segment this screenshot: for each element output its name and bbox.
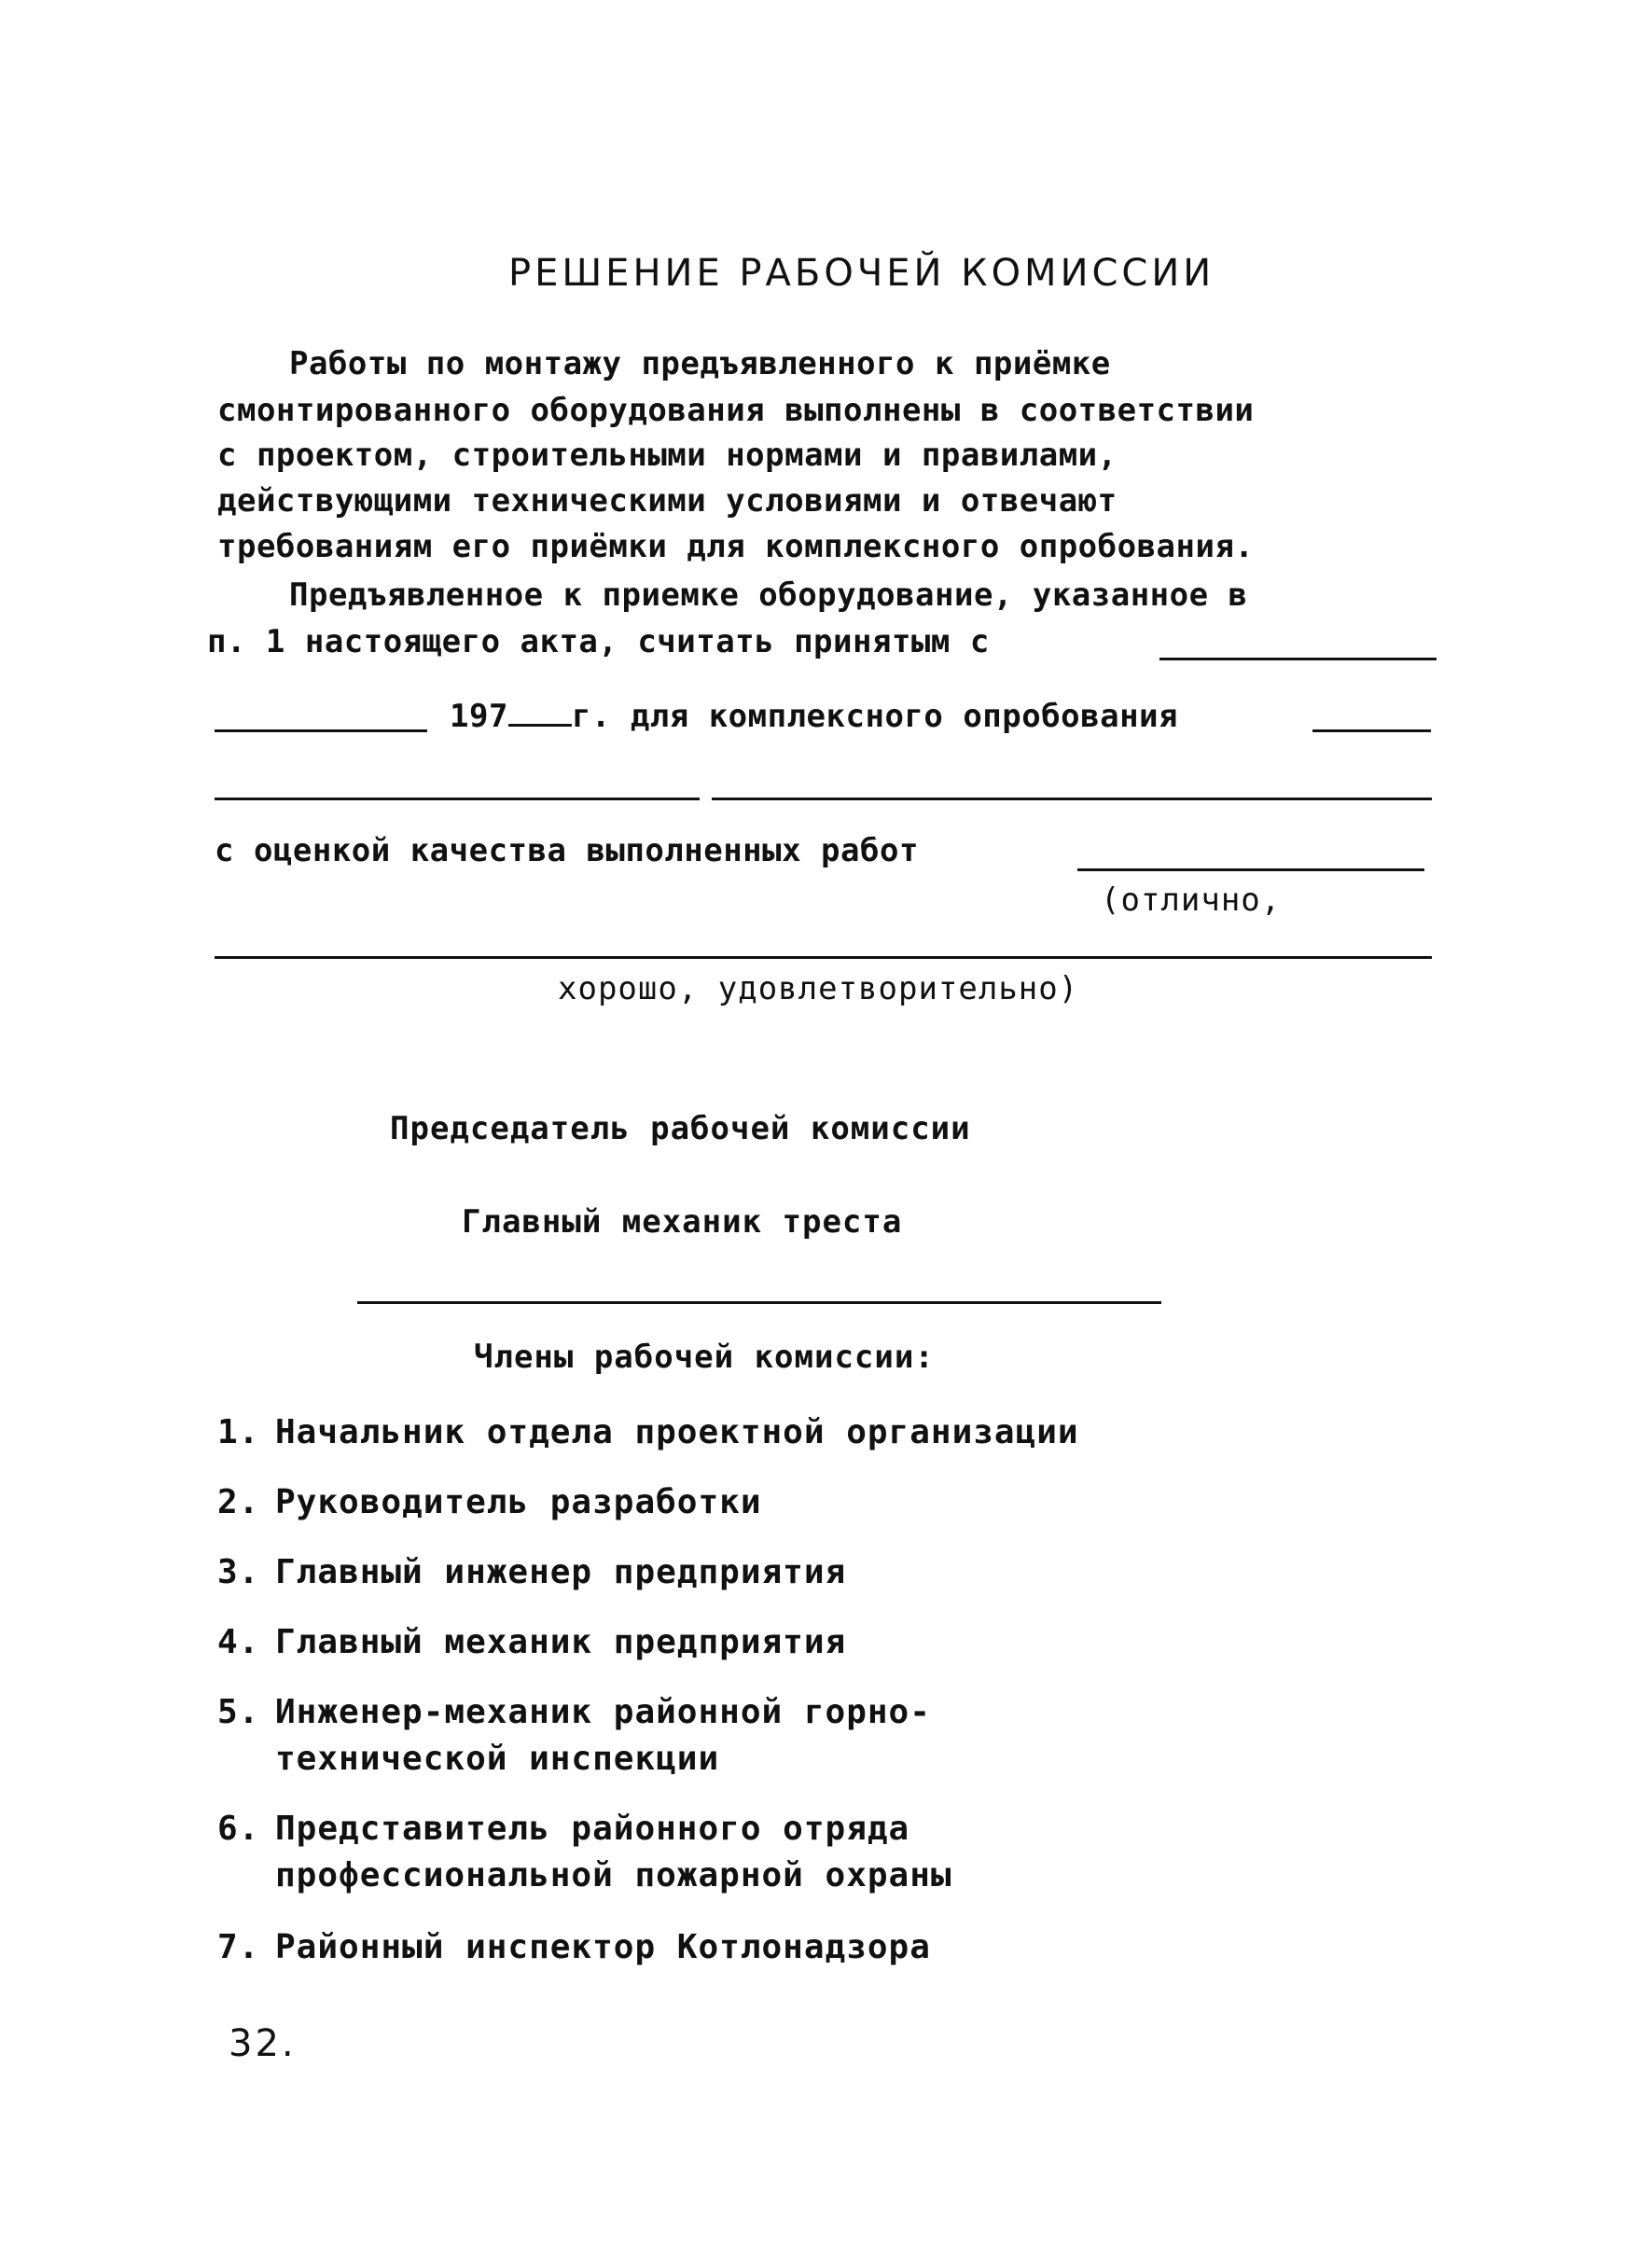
accept-date-blank [1159,658,1437,660]
chairman-label: Председатель рабочей комиссии [390,1110,971,1147]
list-item-number: 1. [217,1413,260,1451]
list-item: Главный механик предприятия [275,1623,847,1661]
paragraph-line: Работы по монтажу предъявленного к приёмке [289,345,1111,382]
blank-line [215,956,1432,959]
paragraph-line: с проектом, строительными нормами и правилами, [217,437,1118,474]
list-item-number: 5. [217,1693,260,1731]
paragraph-line: Предъявленное к приемке оборудование, указанное в [289,576,1248,614]
quality-hint: хорошо, удовлетворительно) [558,970,1079,1007]
list-item-number: 4. [217,1623,260,1661]
date-day-month-blank [215,729,427,732]
chief-mechanic-label: Главный механик треста [462,1203,903,1241]
paragraph-line: требованиям его приёмки для комплексного опробования. [217,528,1255,565]
list-item-continuation: профессиональной пожарной охраны [275,1856,952,1894]
quality-blank [1077,868,1424,871]
list-item-number: 2. [217,1483,260,1521]
quality-line: с оценкой качества выполненных работ [215,832,919,869]
list-item: Районный инспектор Котлонадзора [275,1928,931,1966]
year-blank [508,692,572,727]
members-header: Члены рабочей комиссии: [474,1339,935,1376]
document-title: РЕШЕНИЕ РАБОЧЕЙ КОМИССИИ [508,252,1215,295]
year-prefix: 197 [450,698,508,735]
list-item: Главный инженер предприятия [275,1553,847,1591]
quality-hint: (отлично, [1101,881,1282,919]
blank-line [215,798,700,800]
paragraph-line: смонтированного оборудования выполнены в соответствии [217,392,1255,429]
date-line [450,692,1178,735]
list-item-continuation: технической инспекции [275,1740,720,1778]
date-suffix: г. для комплексного опробования [571,698,1178,735]
list-item: Начальник отдела проектной организации [275,1413,1079,1451]
list-item-number: 7. [217,1928,260,1966]
list-item: Представитель районного отряда [275,1810,910,1848]
list-item-number: 3. [217,1553,260,1591]
list-item: Инженер-механик районной горно- [275,1693,931,1731]
list-item-number: 6. [217,1810,260,1848]
signature-line [357,1301,1161,1304]
blank-line [712,798,1432,800]
paragraph-line: действующими техническими условиями и отвечают [217,482,1118,520]
testing-blank [1312,729,1431,732]
list-item: Руководитель разработки [275,1483,762,1521]
paragraph-line: п. 1 настоящего акта, считать принятым с [207,623,990,660]
page-number: 32. [229,2022,297,2065]
